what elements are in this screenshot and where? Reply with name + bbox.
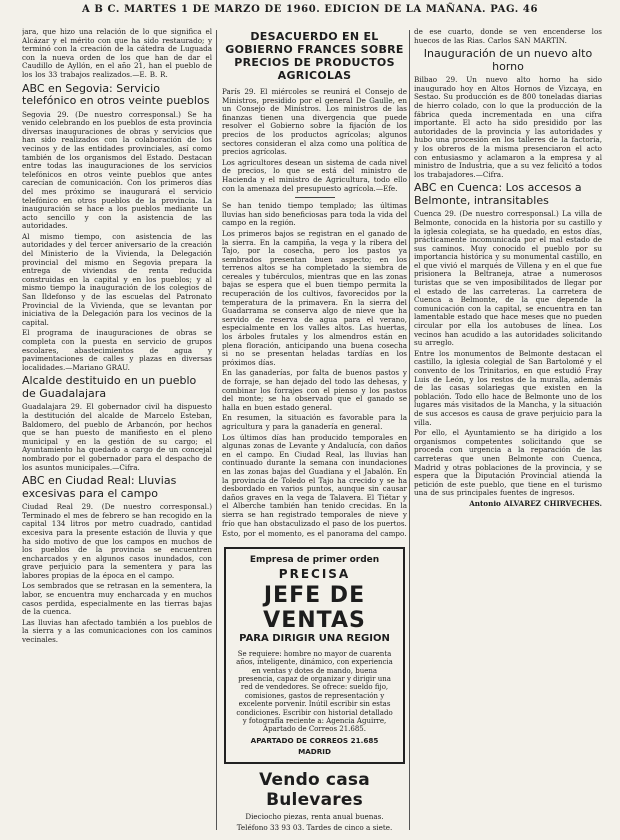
article-text: Los últimos días han producido temporales en algunas zonas de Levante y Andalucía, con daños en el campo. En Ciudad Real, las lluvias han continuado durante la semana con inundaciones en las zonas bajas del Guadiana y el Jabalón. En la provincia de Toledo el Tajo ha crecido y se ha desbordado en varios puntos, aunque sin causar daños graves en la vega de Talavera. El Tiétar y el Alberche también han tenido crecidas. En la sierra se han registrado temporales de nieve y frío que han obstaculizado el paso de los puertos. — [222, 432, 407, 528]
headline-segovia: ABC en Segovia: Servicio telefónico en otros veinte pueblos — [22, 81, 210, 108]
job-advertisement — [224, 547, 405, 764]
sale-ad-title: Vendo casa Bulevares — [259, 769, 370, 810]
article-text: Cuenca 29. (De nuestro corresponsal.) La villa de Belmonte, conocida en la historia por su castillo y la iglesia colegiata, se ha quedado, en estos días, prácticamente incomunicada por el mal estado de sus caminos. Muy conocido el pueblo por su importancia histórica y su monumental castillo, en el que vivió el marqués de Villena y en el que fue prisionera la Beltraneja, atrae a numerosos turistas que se ven imposibilitados de llegar por el estado de las carreteras. La carretera de Cuenca a Belmonte, de la que depende la comunicación con la capital, se encuentra en tan lamentable estado que hace meses que no pueden circular por ella los autobuses de línea. Los vecinos han acudido a las autoridades solicitando su arreglo. — [414, 209, 602, 348]
sale-ad-phone: Teléfono 33 93 03. Tardes de cinco a siete. — [236, 822, 393, 832]
headline-alto-horno: Inauguración de un nuevo alto horno — [423, 47, 593, 73]
article-text: jara, que hizo una relación de lo que significa el Alcázar y el mérito con que ha sido restaurado; y terminó con la creación de la cátedra de Luguada con la nueva orden de los que han de dar el Caudillo de Ayllón, en el año 21, han el pueblo de los los 33 trabajos realizados.—E. B. R. — [22, 28, 212, 79]
article-text: En resumen, la situación es favorable para la agricultura y para la ganadería en general. — [222, 413, 407, 431]
column-rule — [216, 30, 217, 830]
column-right — [414, 28, 602, 833]
article-text: Los agricultores desean un sistema de cada nivel de precios, lo que se está del ministro de Hacienda y el ministro de Agricultura, todo ello con la amenaza del presupuesto agrícola.—Efe. — [222, 157, 407, 193]
page-header: A B C. MARTES 1 DE MARZO DE 1960. EDICION DE LA MAÑANA. PAG. 46 — [81, 4, 539, 15]
headline-cuenca: ABC en Cuenca: Los accesos a Belmonte, intransitables — [414, 181, 582, 207]
article-text: París 29. El miércoles se reunirá el Consejo de Ministros, presidido por el general De Gaulle, en un Consejo de Ministros. Los ministros de las finanzas tienen una divergencia que puede resolver el Gobierno sobre la fijación de los precios de los productos agrícolas; algunos sectores consideran el alza como una política de precios agrícolas. — [222, 87, 407, 157]
article-text: Los sembrados que se retrasan en la sementera, la labor, se encuentra muy encharcada y en muchos casos perdida, especialmente en las tierras bajas de la cuenca. — [22, 581, 212, 617]
ad-precisa: PRECISA — [278, 566, 351, 581]
article-text: El programa de inauguraciones de obras se completa con la puesta en servicio de grupos escolares, abastecimientos de agua y pavimentaciones de calles y plazas en diversas localidades.—Mariano GRAU. — [22, 328, 212, 372]
article-text: Segovia 29. (De nuestro corresponsal.) Se ha venido celebrando en los pueblos de esta provincia diversas inauguraciones de obras y servicios que han sido realizados con la colaboración de los vecinos y de las entidades provinciales, así como también de los organismos del Estado. Destacan entre todas las inauguraciones de los servicios telefónicos en otros veinte pueblos que antes carecían de comunicación. Con los primeros días del mes próximo se inaugurará el servicio telefónico en otros pueblos de la provincia. La inauguración se hace a los pueblos mediante un acto sencillo y con la asistencia de las autoridades. — [22, 109, 212, 231]
article-text: En las ganaderías, por falta de buenos pastos y de forraje, se han dejado del todo las dehesas, y combinar los forrajes con el pienso y los pastos del monte; se ha observado que el ganado se halla en buen estado general. — [222, 368, 407, 412]
column-rule — [409, 30, 410, 830]
sale-ad-text: Dieciocho piezas, renta anual buenas. — [245, 811, 384, 821]
article-text: Entre los monumentos de Belmonte destacan el castillo, la iglesia colegial de San Bartolomé y el convento de los Trinitarios, en que estudió Fray Luis de León, y los restos de la muralla, además de las casas solariegas que existen en la población. Todo ello hace de Belmonte uno de los lugares más visitados de la Mancha, y la situación de sus accesos es causa de grave perjuicio para la villa. — [414, 348, 602, 427]
article-text: Los primeros bajos se registran en el ganado de la sierra. En la campiña, la vega y la ribera del Tajo, por la cosecha, pero los pastos ya sembrados presentan buen aspecto; en los terrenos altos se ha completado la siembra de cereales y tubérculos, mientras que en las zonas bajas se espera que el buen tiempo permita la recuperación de los cultivos, favorecidos por la temperatura de la primavera. En la sierra del Guadarrama se conserva algo de nieve que ha servido de reserva de agua para el verano, especialmente en los valles altos. Las huertas, los árboles frutales y los almendros están en plena floración, anticipando una buena cosecha si no se presentan heladas tardías en los próximos días. — [222, 228, 407, 367]
article-signature: Antonio ALVAREZ CHIRVECHES. — [469, 498, 602, 508]
ad-body: Se requiere: hombre no mayor de cuarenta años, inteligente, dinámico, con experiencia en ventas y dotes de mando, buena presencia, capaz de organizar y dirigir una red de vendedores. Se ofrece: sueldo fijo, comisiones, gastos de representación y excelente porvenir. Inútil escribir sin estas condiciones. Escribir con historial detallado y fotografía reciente a: Agencia Aguirre, Apartado de Correos 21.685. — [236, 649, 393, 734]
headline-gobierno-frances: DESACUERDO EN EL GOBIERNO FRANCES SOBRE PRECIOS DE PRODUCTOS AGRICOLAS — [225, 30, 404, 82]
article-text: Ciudad Real 29. (De nuestro corresponsal.) Terminado el mes de febrero se han recogido en la capital 134 litros por metro cuadrado, cantidad excesiva para la presente estación de lluvia y que ha sido motivo de que los campos en muchos de los pueblos de la provincia se encuentren encharcados y en algunos casos inundados, con grave perjuicio para la sementera y para las labores propias de la época en el campo. — [22, 502, 212, 580]
column-middle — [222, 28, 407, 833]
ad-job-title: JEFE DE VENTAS — [263, 582, 366, 633]
ad-address: APARTADO DE CORREOS 21.685 — [250, 735, 379, 745]
column-left — [22, 28, 212, 833]
headline-ciudad-real: ABC en Ciudad Real: Lluvias excesivas para el campo — [22, 474, 177, 500]
article-text: Bilbao 29. Un nuevo alto horno ha sido inaugurado hoy en Altos Hornos de Vizcaya, en Sestao. Su producción es de 800 toneladas diarias de hierro colado, con lo que la producción de la fábrica queda incrementada en una cifra importante. El acto ha sido presidido por las autoridades de la provincia y las autoridades y hubo una procesión en los talleres de la factoría, y los obreros de la misma presenciaron el acto con entusiasmo y aclamaron a la empresa y al ministro de Industria, que a su vez felicitó a todos los trabajadores.—Cifra. — [414, 75, 602, 179]
divider — [295, 197, 335, 198]
article-text: Las lluvias han afectado también a los pueblos de la sierra y a las comunicaciones con los caminos vecinales. — [22, 617, 212, 645]
headline-guadalajara: Alcalde destituido en un pueblo de Guadalajara — [22, 374, 197, 400]
ad-company: Empresa de primer orden — [249, 554, 380, 565]
article-text: Guadalajara 29. El gobernador civil ha dispuesto la destitución del alcalde de Marcelo Esteban, Baldomero, del pueblo de Arbancón, por hechos que se han puesto de manifiesto en el pleno municipal y en la gestión de su cargo; el Ayuntamiento ha quedado a cargo de un concejal nombrado por el gobernador para el despacho de los asuntos municipales.—Cifra. — [22, 402, 212, 472]
article-text: Al mismo tiempo, con asistencia de las autoridades y del tercer aniversario de la creación del Ministerio de la Vivienda, la Delegación provincial del mismo en Segovia prepara la entrega de viviendas de renta reducida construidas en la capital y en los pueblos; y al mismo tiempo la inauguración de los colegios de San Ildefonso y de las escuelas del Patronato Provincial de la Vivienda, que se levantan por iniciativa de la Delegación para los vecinos de la capital. — [22, 231, 212, 327]
article-text: Se han tenido tiempo templado; las últimas lluvias han sido beneficiosas para toda la vida del campo en la región. — [222, 201, 407, 228]
ad-city: MADRID — [298, 746, 331, 756]
article-text: Esto, por el momento, es el panorama del campo. — [222, 529, 407, 539]
ad-subtitle: PARA DIRIGIR UNA REGION — [239, 632, 390, 644]
article-text: de ese cuarto, donde se ven encenderse los huecos de las Rias. Carlos SAN MARTIN. — [414, 28, 602, 45]
article-text: Por ello, el Ayuntamiento se ha dirigido a los organismos competentes solicitando que se proceda con urgencia a la reparación de las carreteras que unen Belmonte con Cuenca, Madrid y otras poblaciones de la provincia, y se espera que la Diputación Provincial atienda la petición de este pueblo, que tiene en el turismo una de sus principales fuentes de ingresos. — [414, 428, 602, 498]
